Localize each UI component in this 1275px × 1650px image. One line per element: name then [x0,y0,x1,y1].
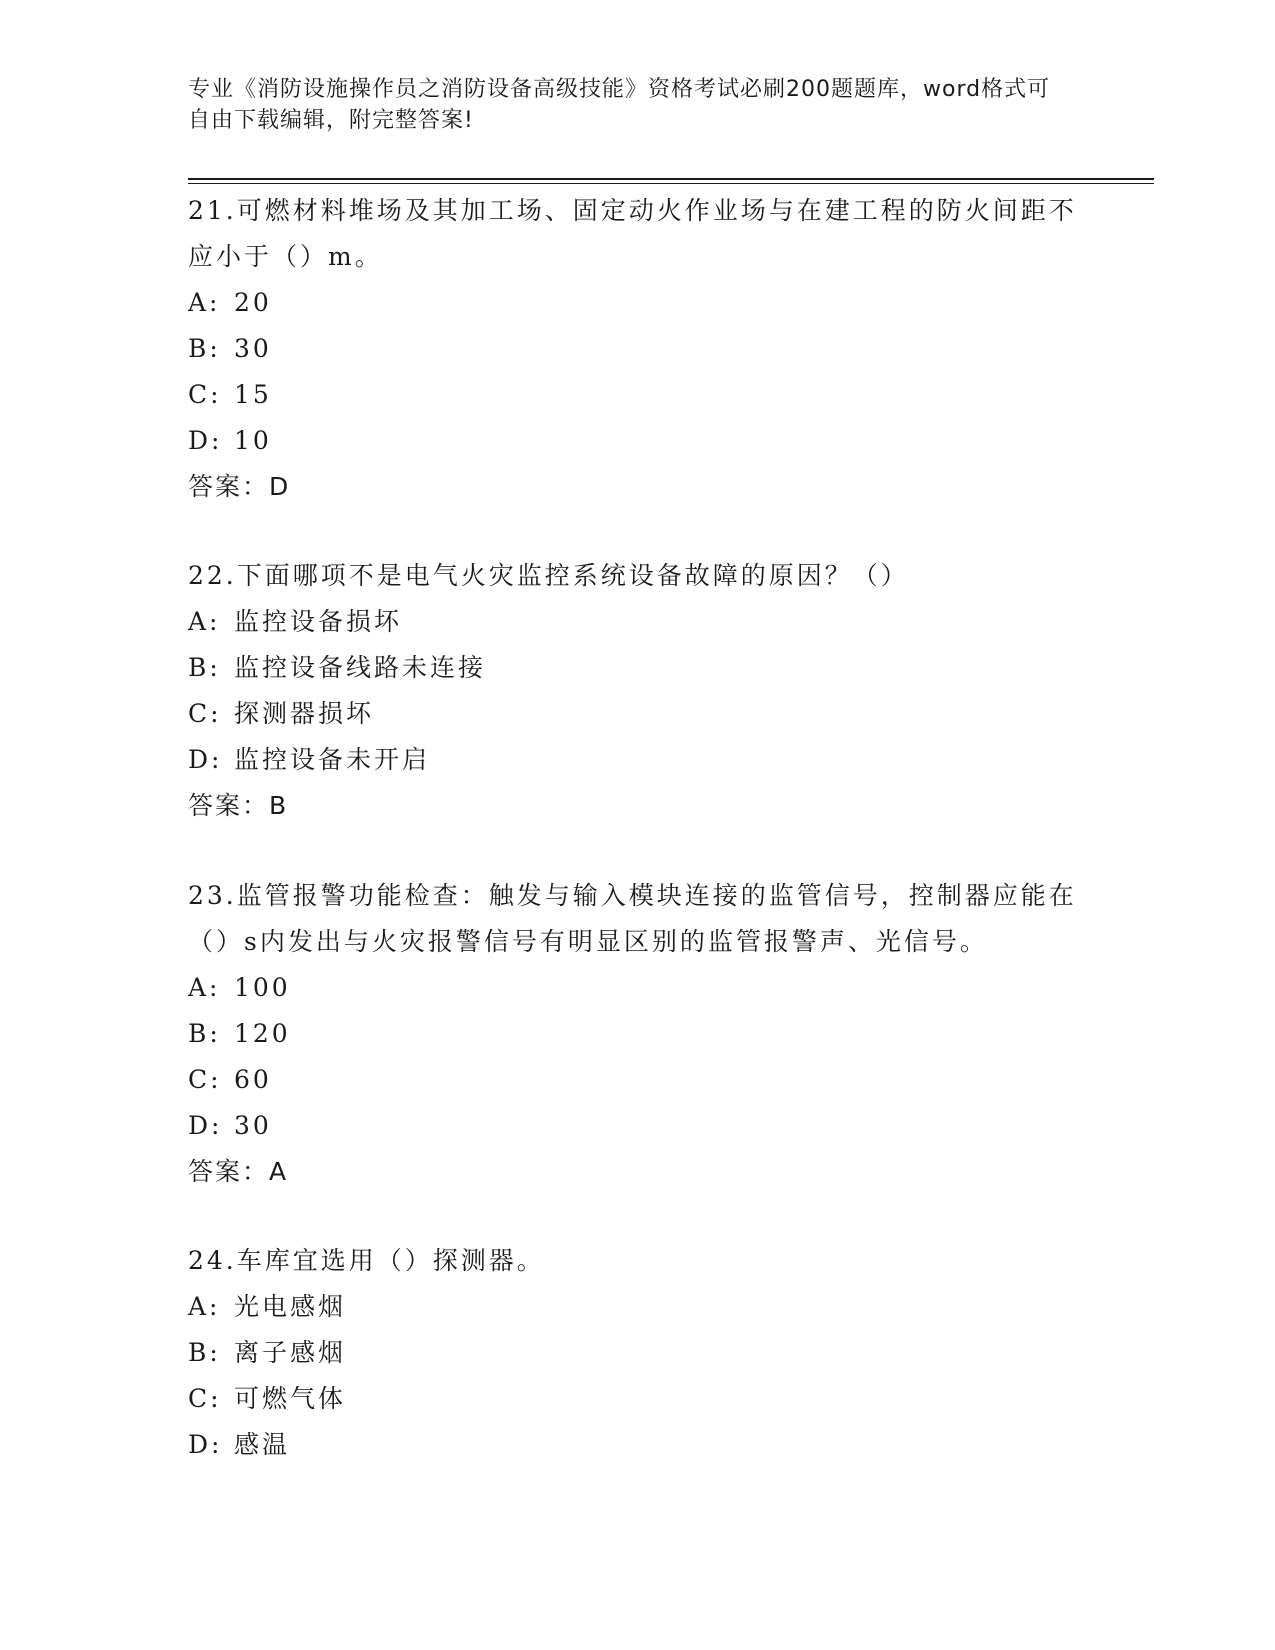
option-letter: C: [188,699,222,728]
option-b [188,326,1088,372]
question-23 [188,873,1088,1195]
option-text: 离子感烟 [234,1338,347,1367]
answer-line: 答案：B [188,791,289,820]
option-a [188,1284,1088,1330]
option-text: 30 [234,334,272,363]
answer-line: 答案：D [188,472,291,501]
option-letter: B: [188,653,221,682]
document-header: 专业《消防设施操作员之消防设备高级技能》资格考试必刷200题题库，word格式可自由下载编辑，附完整答案! [188,77,1051,133]
option-d [188,1422,1088,1468]
option-a [188,280,1088,326]
option-c [188,372,1088,418]
option-c [188,1057,1088,1103]
option-c [188,1376,1088,1422]
option-b [188,1011,1088,1057]
option-letter: B: [188,1019,221,1048]
option-letter: C: [188,380,222,409]
question-stem: 23.监管报警功能检查：触发与输入模块连接的监管信号，控制器应能在（）s内发出与火灾报警信号有明显区别的监管报警声、光信号。 [188,881,1077,956]
option-letter: C: [188,1384,222,1413]
option-text: 120 [234,1019,291,1048]
option-b [188,645,1088,691]
option-a [188,599,1088,645]
option-text: 光电感烟 [234,1292,347,1321]
option-text: 探测器损坏 [234,699,375,728]
option-letter: A: [188,288,221,317]
header-divider-thin [188,183,1154,184]
option-text: 感温 [234,1430,291,1459]
option-letter: B: [188,1338,221,1367]
question-22 [188,553,1088,829]
option-text: 100 [234,973,291,1002]
option-letter: D: [188,1111,223,1140]
option-text: 10 [234,426,272,455]
question-24 [188,1238,1088,1468]
option-letter: C: [188,1065,222,1094]
option-letter: A: [188,1292,221,1321]
option-text: 30 [234,1111,272,1140]
option-letter: D: [188,1430,223,1459]
option-text: 60 [234,1065,272,1094]
option-text: 20 [234,288,272,317]
question-stem: 22.下面哪项不是电气火灾监控系统设备故障的原因？（） [188,561,909,590]
option-letter: A: [188,973,221,1002]
question-stem: 24.车库宜选用（）探测器。 [188,1246,545,1275]
question-stem: 21.可燃材料堆场及其加工场、固定动火作业场与在建工程的防火间距不应小于（）m。 [188,196,1077,271]
option-d [188,1103,1088,1149]
header-divider-thick [188,178,1154,180]
option-letter: A: [188,607,221,636]
option-b [188,1330,1088,1376]
option-text: 可燃气体 [234,1384,347,1413]
option-c [188,691,1088,737]
option-text: 监控设备线路未连接 [234,653,487,682]
option-letter: B: [188,334,221,363]
option-a [188,965,1088,1011]
option-text: 监控设备未开启 [234,745,431,774]
option-text: 15 [234,380,272,409]
option-text: 监控设备损坏 [234,607,403,636]
answer-line: 答案：A [188,1157,289,1186]
option-letter: D: [188,426,223,455]
option-d [188,737,1088,783]
question-21 [188,188,1088,510]
option-letter: D: [188,745,223,774]
option-d [188,418,1088,464]
